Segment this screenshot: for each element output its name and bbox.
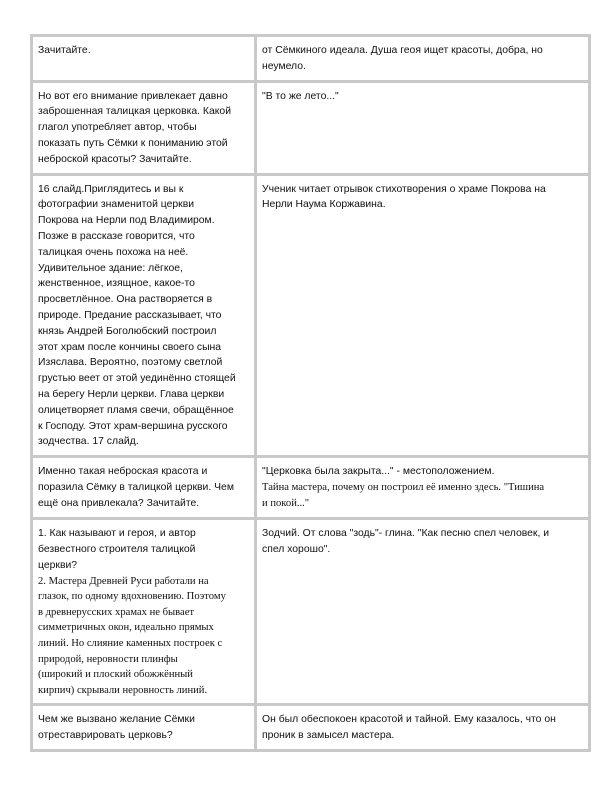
cell-text-line: ещё она привлекала? Зачитайте.	[38, 497, 200, 509]
table-cell-left	[32, 81, 256, 174]
cell-text-line: неумело.	[262, 60, 306, 72]
table-row	[32, 457, 590, 519]
cell-text-line: спел хорошо".	[262, 543, 331, 555]
table-cell-left	[32, 705, 256, 751]
cell-text-line: проник в замысел мастера.	[262, 730, 395, 742]
cell-text-line: 1. Как называют и героя, и автор	[38, 528, 196, 540]
table-cell-right	[256, 81, 590, 174]
cell-text-line: Именно такая неброская красота и	[38, 466, 208, 478]
table-cell-right	[256, 174, 590, 457]
cell-text-line: Тайна мастера, почему он построил её именно здесь. "Тишина	[262, 481, 545, 493]
table-row	[32, 519, 590, 705]
cell-text-line: церкви?	[38, 559, 78, 571]
cell-text-line: от Сёмкиного идеала. Душа геоя ищет красоты, добра, но	[262, 45, 543, 56]
cell-text-line: поразила Сёмку в талицкой церкви. Чем	[38, 481, 234, 493]
cell-text-line: на берегу Нерли церкви. Глава церкви	[38, 388, 225, 400]
cell-text-line: Ученик читает отрывок стихотворения о храме Покрова на	[262, 183, 546, 195]
cell-text-line: симметричных окон, идеально прямых	[38, 622, 214, 634]
cell-text-line: (широкий и плоский обожжённый	[38, 669, 193, 681]
lesson-table	[30, 34, 591, 752]
table-cell-right	[256, 519, 590, 705]
cell-text-line: просветлённое. Она растворяется в	[38, 294, 213, 306]
cell-text-line: Изяслава. Вероятно, поэтому светлой	[38, 357, 223, 369]
document-page	[30, 34, 578, 752]
cell-text-line: природой, неровности плинфы	[38, 653, 178, 665]
cell-text-line: грустью веет от этой уединённо стоящей	[38, 373, 236, 385]
cell-text-line: глагол употребляет автор, чтобы	[38, 122, 197, 134]
table-cell-right	[256, 36, 590, 82]
cell-text-line: Нерли Наума Коржавина.	[262, 199, 386, 211]
table-cell-left	[32, 457, 256, 519]
table-cell-left	[32, 519, 256, 705]
cell-text-line: линий. Но слияние каменных построек с	[38, 637, 223, 649]
cell-text-line: Удивительное здание: лёгкое,	[38, 262, 183, 274]
cell-text-line: 2. Мастера Древней Руси работали на	[38, 575, 209, 587]
cell-text-line: "В то же лето..."	[262, 90, 339, 102]
cell-text-line: Покрова на Нерли под Владимиром.	[38, 215, 215, 227]
cell-text-line: этот храм после кончины своего сына	[38, 341, 222, 353]
cell-text-line: Зодчий. От слова "зодь"- глина. "Как песню спел человек, и	[262, 528, 550, 540]
table-row	[32, 36, 590, 82]
cell-text-line: князь Андрей Боголюбский построил	[38, 325, 217, 337]
cell-text-line: в древнерусских храмах не бывает	[38, 606, 195, 618]
table-row	[32, 81, 590, 174]
cell-text-line: отреставрировать церковь?	[38, 730, 173, 742]
cell-text-line: "Церковка была закрыта..." - местоположением.	[262, 466, 495, 478]
cell-text-line: талицкая очень похожа на неё.	[38, 246, 189, 258]
cell-text-line: Позже в рассказе говорится, что	[38, 230, 195, 242]
cell-text-line: к Господу. Этот храм-вершина русского	[38, 420, 228, 432]
cell-text-line: Но вот его внимание привлекает давно	[38, 90, 228, 102]
table-row	[32, 705, 590, 751]
cell-text-line: неброской красоты? Зачитайте.	[38, 153, 192, 165]
table-cell-left	[32, 174, 256, 457]
cell-text-line: олицетворяет пламя свечи, обращённое	[38, 404, 234, 416]
cell-text-line: и покой..."	[262, 497, 310, 509]
cell-text-line: фотографии знаменитой церкви	[38, 199, 195, 211]
cell-text-line: заброшенная талицкая церковка. Какой	[38, 106, 231, 118]
cell-text-line: показать путь Сёмки к пониманию этой	[38, 137, 228, 149]
cell-text-line: Зачитайте.	[38, 45, 91, 56]
table-cell-right	[256, 457, 590, 519]
cell-text-line: природе. Предание рассказывает, что	[38, 309, 222, 321]
cell-text-line: Он был обеспокоен красотой и тайной. Ему казалось, что он	[262, 714, 556, 726]
table-cell-left	[32, 36, 256, 82]
table-cell-right	[256, 705, 590, 751]
cell-text-line: зодчества. 17 слайд.	[38, 436, 139, 448]
cell-text-line: глазок, по одному вдохновению. Поэтому	[38, 591, 226, 603]
cell-text-line: Чем же вызвано желание Сёмки	[38, 714, 195, 726]
table-row	[32, 174, 590, 457]
cell-text-line: 16 слайд.Приглядитесь и вы к	[38, 183, 184, 195]
cell-text-line: женственное, изящное, какое-то	[38, 278, 195, 290]
cell-text-line: кирпич) скрывали неровность линий.	[38, 684, 208, 696]
cell-text-line: безвестного строителя талицкой	[38, 543, 196, 555]
